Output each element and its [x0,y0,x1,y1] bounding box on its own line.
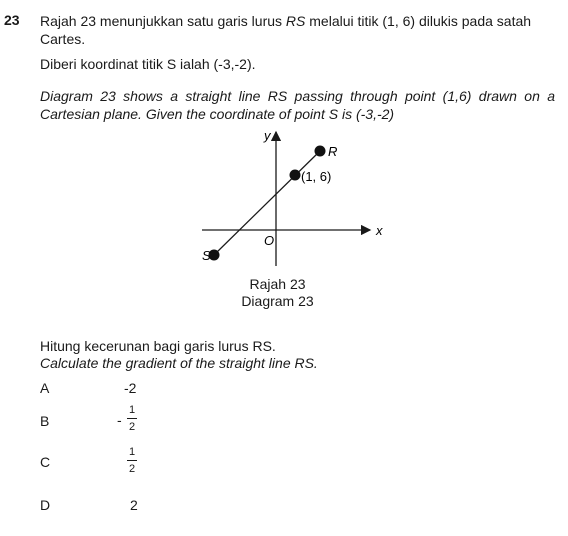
point-s-label: S [202,248,211,263]
option-c-numerator: 1 [128,446,136,458]
task-english: Calculate the gradient of the straight line RS. [40,355,318,371]
caption-malay: Rajah 23 [249,276,306,292]
option-b-sign: - [117,412,122,428]
intro-malay-part1: Rajah 23 menunjukkan satu garis lurus [40,13,286,29]
given-malay: Diberi koordinat titik S ialah (-3,-2). [40,56,256,72]
option-b-denominator: 2 [128,421,136,433]
point-r-label: R [328,144,338,159]
option-d-value: 2 [130,497,138,513]
intro-malay-part2: melalui titik (1, 6) dilukis pada satah Cartes. [40,13,532,47]
point-mid-label: (1, 6) [301,169,332,184]
point-mid [290,170,301,181]
task-malay: Hitung kecerunan bagi garis lurus RS. [40,338,276,354]
point-r [315,146,326,157]
option-c-denominator: 2 [128,463,136,475]
option-a-letter: A [40,380,50,396]
x-axis-label: x [376,223,383,238]
option-a-value: -2 [124,380,137,396]
option-c-letter: C [40,454,51,470]
option-b-fraction [127,404,137,433]
caption-english: Diagram 23 [241,293,314,309]
option-d-letter: D [40,497,51,513]
y-axis-label: y [264,128,271,143]
origin-label: O [264,233,275,248]
fraction-bar [127,460,137,461]
option-b-numerator: 1 [128,404,136,416]
question-number: 23 [4,12,20,28]
cartesian-diagram [190,120,390,270]
line-name-rs: RS [285,13,306,29]
fraction-bar [127,418,137,419]
intro-malay [40,12,555,48]
option-c-fraction [127,446,137,475]
option-b-letter: B [40,413,50,429]
intro-english: Diagram 23 shows a straight line RS passing through point (1,6) drawn on a Cartesian plane. Given the coordinate of point S is (-3,-2) [40,88,555,122]
